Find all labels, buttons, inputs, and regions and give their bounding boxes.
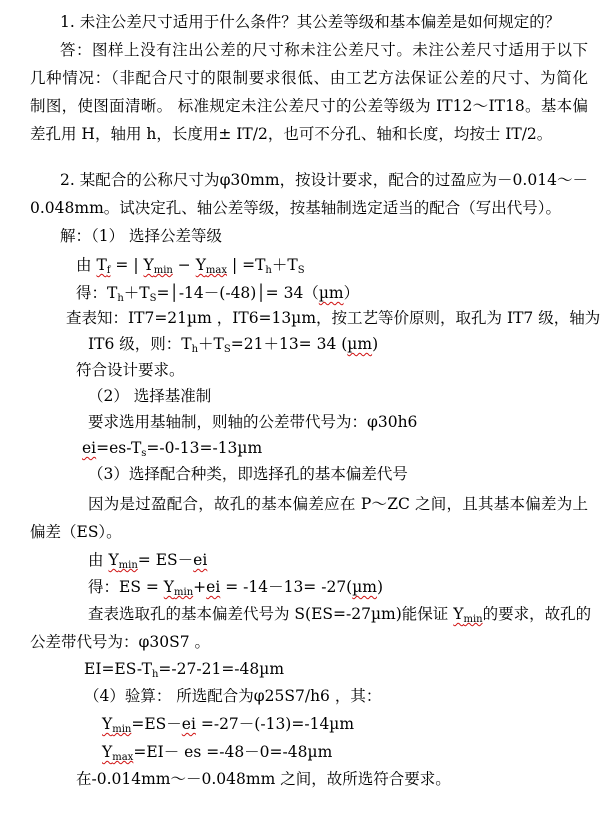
text-line-s4: 查表知：IT7=21µm ，IT6=13µm，按工艺等价原则，取孔为 IT7 级，轴为	[66, 309, 601, 327]
text-line-s12: 偏差（ES）。	[30, 523, 122, 541]
text-line-s6: 符合设计要求。	[76, 361, 185, 379]
text-line-s13: 由 $Y_{min}= ES-ei$	[88, 551, 208, 571]
text-line-s18: （4）验算： 所选配合为φ25S7/h6 ，其：	[84, 687, 382, 705]
text-line-s3: 得：$T_h+T_S=│-14-(-48)│= 34(\mu m)$	[76, 284, 360, 304]
text-line-s8: 要求选用基轴制，则轴的公差带代号为：φ30h6	[88, 413, 418, 431]
text-line-s19: $Y_{min}=ES-ei =-27-(-13)=-14\mu m$	[102, 715, 355, 735]
text-line-s21: 在-0.014mm～－0.048mm 之间，故所选符合要求。	[76, 770, 451, 788]
text-line-s16: 公差带代号为：φ30S7 。	[30, 633, 210, 651]
text-line-s11: 因为是过盈配合，故孔的基本偏差应在 P～ZC 之间，且其基本偏差为上	[88, 495, 588, 513]
text-line-s17: $EI=ES-T_h=-27-21=-48\mu m$	[84, 660, 285, 680]
text-line-s9: $ei=es-T_s=-0-13=-13\mu m$	[82, 439, 263, 459]
text-line-s5: IT6 级，则：$T_h+T_S=21+13= 34$ (µm)	[88, 335, 379, 355]
text-line-q2-1: 2. 某配合的公称尺寸为φ30mm，按设计要求，配合的过盈应为－0.014～－	[60, 171, 589, 189]
text-line-s7: （2） 选择基准制	[88, 387, 212, 405]
text-line-a1-4: 差孔用 H，轴用 h，长度用± IT/2，也可不分孔、轴和长度，均按士 IT/2。	[30, 125, 553, 143]
text-line-s10: （3）选择配合种类，即选择孔的基本偏差代号	[88, 465, 408, 483]
text-line-a1-3: 制图，使图面清晰。 标准规定未注公差尺寸的公差等级为 IT12～IT18。基本偏	[30, 97, 588, 115]
text-line-q2-2: 0.048mm。试决定孔、轴公差等级，按基轴制选定适当的配合（写出代号）。	[30, 199, 562, 217]
text-line-s1: 解：（1） 选择公差等级	[60, 227, 223, 245]
text-line-s14: 得：ES = $Y_{min}+ei = -14-13= -27(\mu m)$	[88, 578, 384, 598]
text-line-q1: 1. 未注公差尺寸适用于什么条件？其公差等级和基本偏差是如何规定的？	[60, 13, 561, 31]
text-line-s15: 查表选取孔的基本偏差代号为 S(ES=-27µm)能保证 $Y_{min}$的要求，故孔的	[88, 605, 592, 625]
text-line-s20: $Y_{max}=EI-$ es =-48－0=-48µm	[102, 743, 333, 763]
text-line-a1-2: 几种情况：（非配合尺寸的限制要求很低、由工艺方法保证公差的尺寸、为简化	[30, 69, 588, 87]
text-line-a1-1: 答：图样上没有注出公差的尺寸称未注公差尺寸。未注公差尺寸适用于以下	[60, 41, 588, 59]
text-line-s2: 由 $T_f$ = | $Y_{min} - Y_{max}$ | $=T_h+T_S$	[76, 256, 305, 276]
